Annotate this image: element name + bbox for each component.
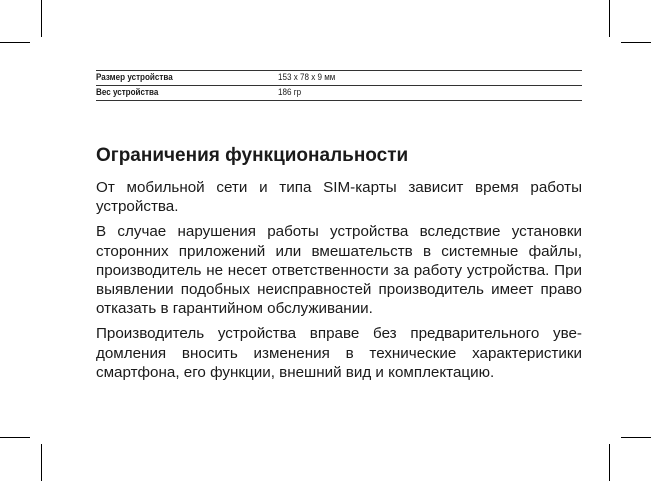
crop-mark xyxy=(0,437,30,438)
paragraph: От мобильной сети и типа SIM-карты зависит время работы устройства. xyxy=(96,179,582,216)
section-title: Ограничения функциональности xyxy=(96,145,409,166)
crop-mark xyxy=(41,444,42,481)
paragraph: В случае нарушения работы устройства вследствие установки сторонних приложений или вмешательств в системные файлы, производитель не несет ответственности за работу устройства. При выявлении подобных неисправностей производитель имеет право отказать в гарантийном обслуживании. xyxy=(96,223,582,318)
spec-value: 153 x 78 x 9 мм xyxy=(278,72,336,83)
spec-table xyxy=(96,70,582,101)
crop-mark xyxy=(621,437,651,438)
crop-mark xyxy=(41,0,42,37)
spec-row xyxy=(96,70,582,85)
spec-label: Вес устройства xyxy=(96,87,159,98)
crop-mark xyxy=(621,42,651,43)
crop-mark xyxy=(609,0,610,37)
crop-mark xyxy=(609,444,610,481)
spec-label: Размер устройства xyxy=(96,72,173,83)
spec-row xyxy=(96,85,582,101)
paragraph: Производитель устройства вправе без предварительного уве-домления вносить изменения в технические характеристики смартфона, его функции, внешний вид и комплектацию. xyxy=(96,325,582,381)
crop-mark xyxy=(0,42,30,43)
spec-value: 186 гр xyxy=(278,87,302,98)
limitations-section xyxy=(96,144,582,388)
